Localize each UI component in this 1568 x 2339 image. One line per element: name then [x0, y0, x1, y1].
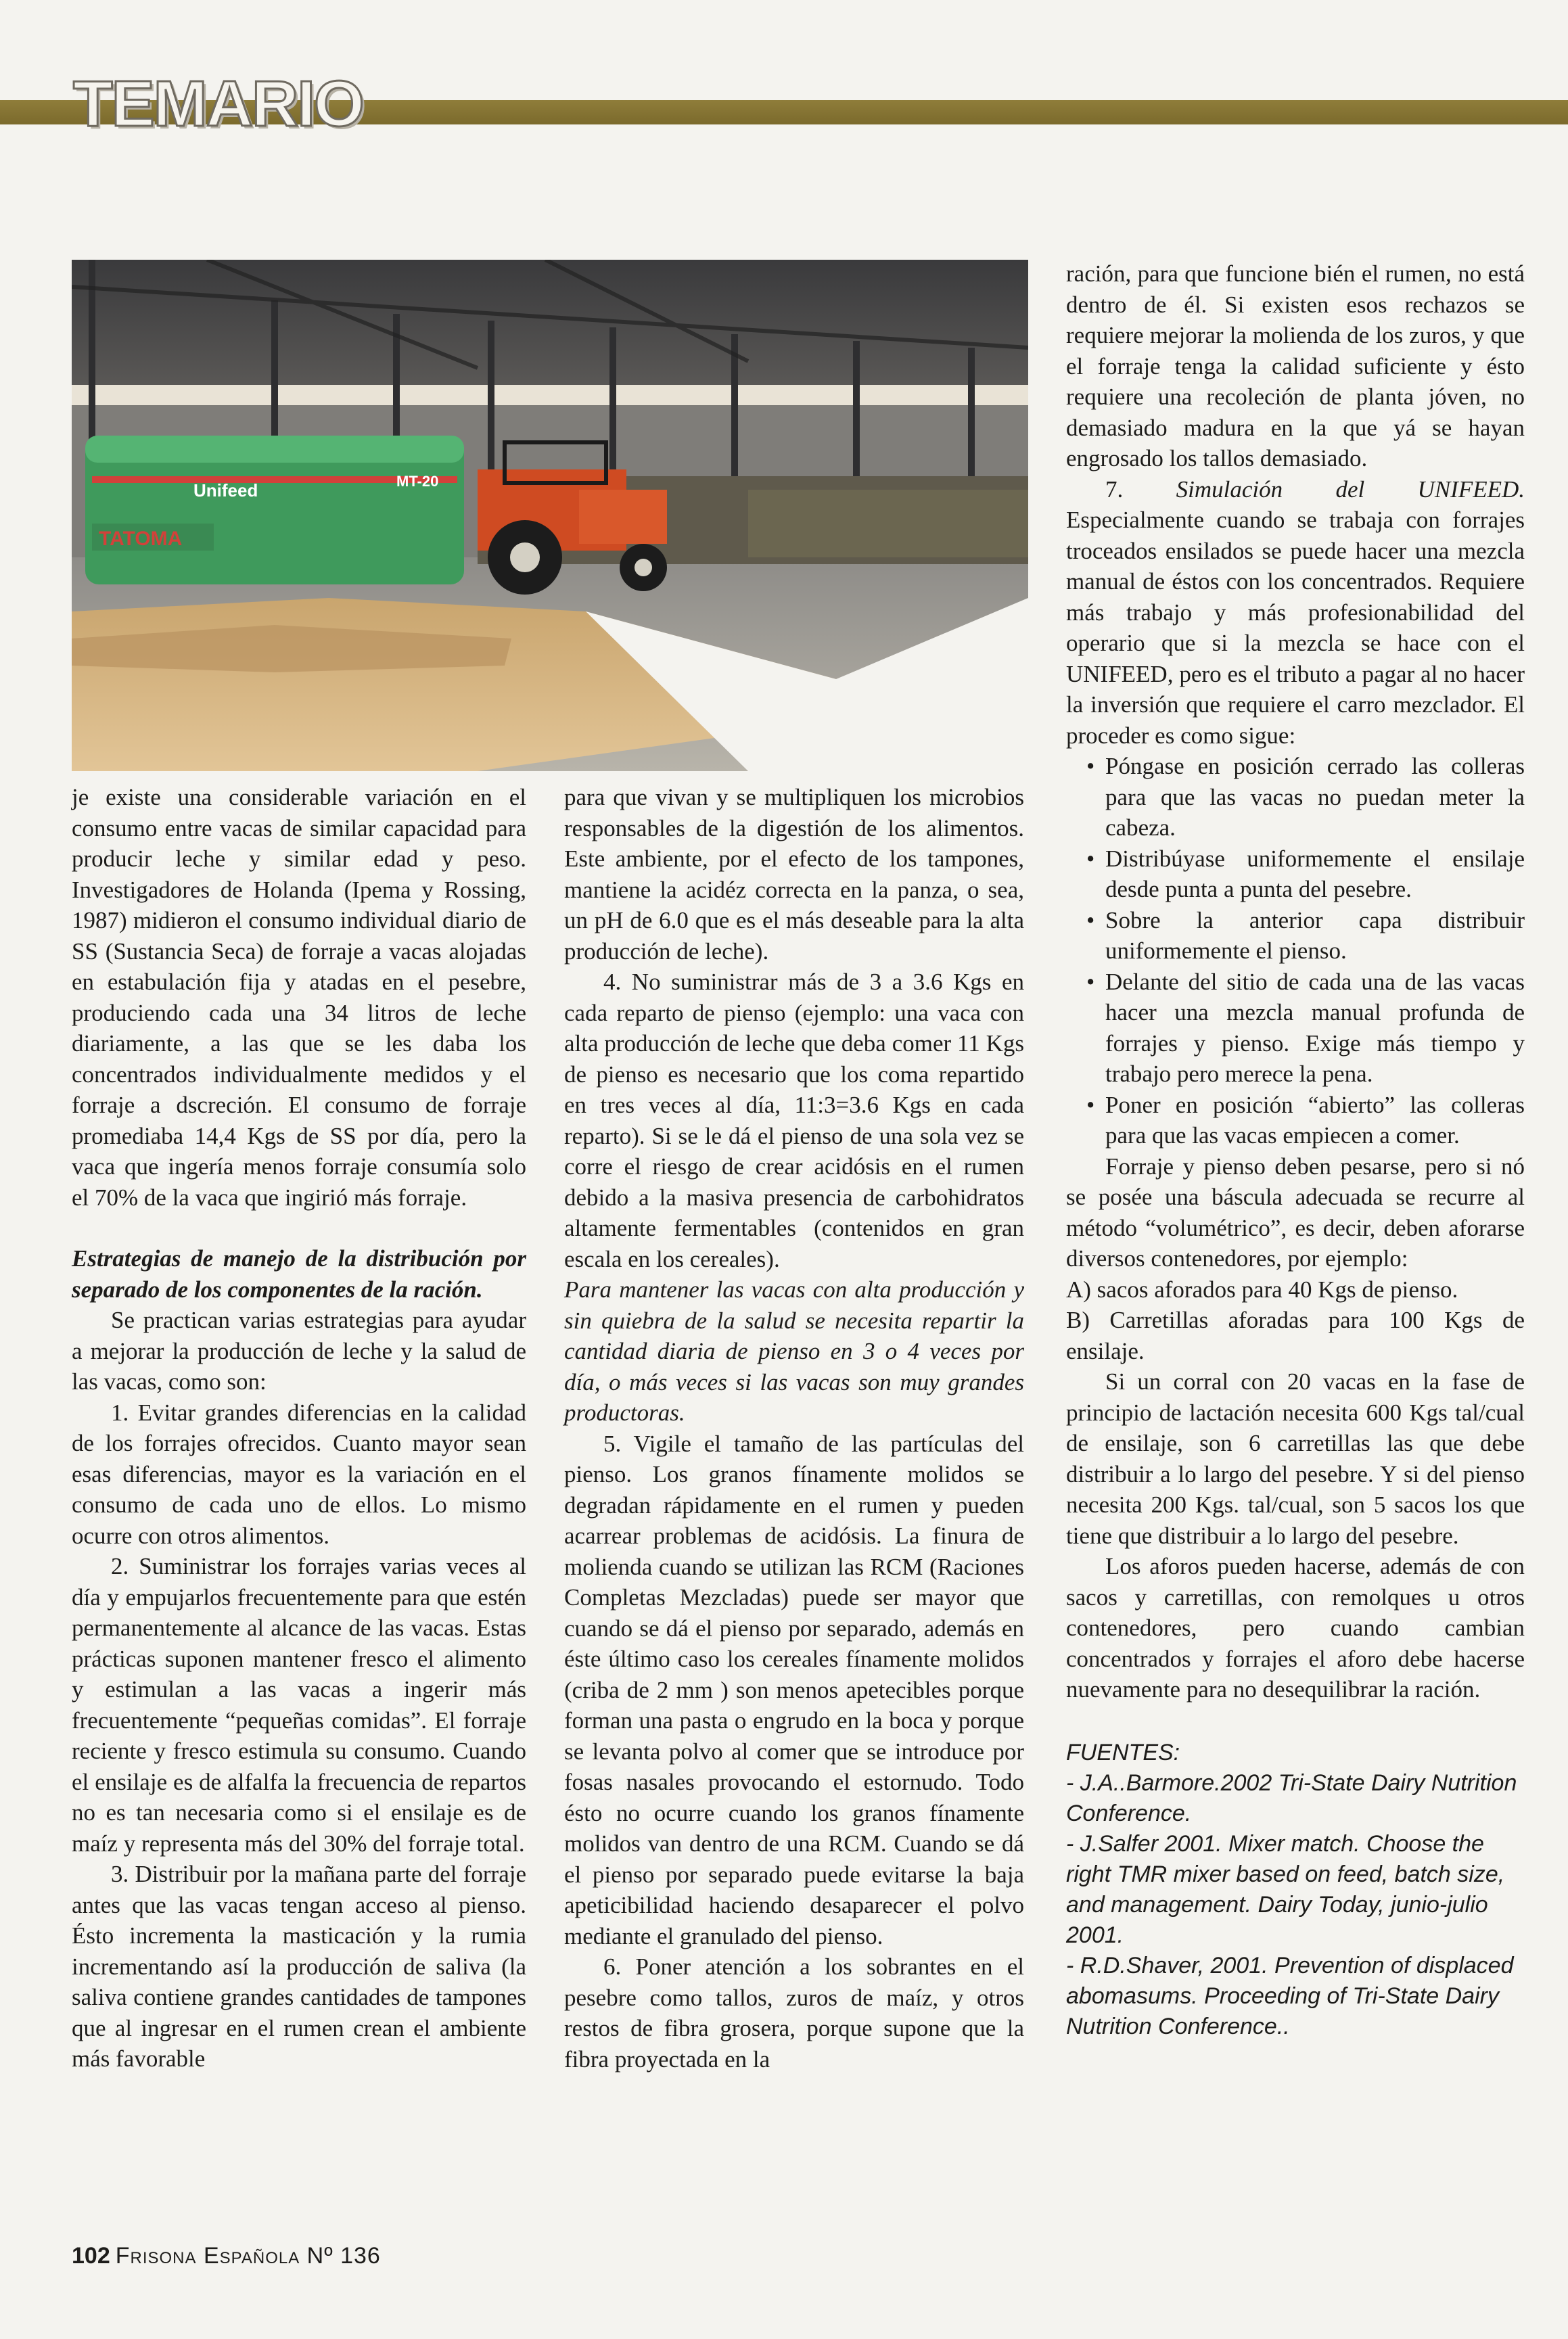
list-line: B) Carretillas aforadas para 100 Kgs de ensilaje. [1066, 1307, 1525, 1364]
unifeed-label: Unifeed [193, 480, 258, 501]
paragraph: 3. Distribuir por la mañana parte del forraje antes que las vacas tengan acceso al pienso. Ésto incrementa la masticación y la rumia incrementando así la producción de saliva (la saliva contiene grandes cantidades de tampones que al ingresar en el rumen crean el ambiente más favorable [72, 1861, 526, 2072]
paragraph: 4. No suministrar más de 3 a 3.6 Kgs en cada reparto de pienso (ejemplo: una vaca con alta producción de leche que deba comer 11 Kgs de pienso es necesario que los coma repartido en tres veces al día, 11:3=3.6 Kgs en cada reparto). Si se le dá el pienso de una sola vez se corre el riesgo de crear acidósis en el rumen debido a la masiva presencia de carbohidratos altamente fermentables (contenidos en gran escala en los cereales). [564, 969, 1024, 1272]
paragraph: Si un corral con 20 vacas en la fase de principio de lactación necesita 600 Kgs tal/cual de ensilaje, son 6 carretillas las que debe distribuir a lo largo del pesebre. Y si del pienso necesita 200 Kgs. tal/cual, son 5 sacos los que tiene que distribuir a lo largo del pesebre. [1066, 1368, 1525, 1549]
paragraph: ración, para que funcione bién el rumen, no está dentro de él. Si existen esos rechazos se requiere mejorar la molienda de los zuros, y que el forraje tenga la calidad suficiente y ésto requiere una recoleción de planta jóven, no demasiado madura en la que yá se hayan engrosado los tallos demasiado. [1066, 260, 1525, 471]
source-item: - J.Salfer 2001. Mixer match. Choose the right TMR mixer based on feed, batch size, and management. Dairy Today, junio-julio 2001. [1066, 1830, 1505, 1948]
bullet-item: • Delante del sitio de cada una de las vacas hacer una mezcla manual profunda de forrajes y pienso. Exige más tiempo y trabajo pero merece la pena. [1066, 967, 1525, 1090]
column-3 [1066, 258, 1525, 2042]
list-line: A) sacos aforados para 40 Kgs de pienso. [1066, 1276, 1458, 1303]
page-footer [72, 2243, 381, 2269]
item-number: 7. [1105, 476, 1124, 503]
section-heading: Estrategias de manejo de la distribución por separado de los componentes de la ración. [72, 1245, 526, 1303]
column-2 [564, 782, 1024, 2075]
bullet-item: • Poner en posición “abierto” las colleras para que las vacas empiecen a comer. [1066, 1090, 1525, 1151]
paragraph: 1. Evitar grandes diferencias en la calidad de los forrajes ofrecidos. Cuanto mayor sean esas diferencias, mayor es la variación en el consumo de cada uno de ellos. Lo mismo ocurre con otros alimentos. [72, 1399, 526, 1549]
item-text: Especialmente cuando se trabaja con forrajes troceados ensilados se puede hacer una mezcla manual de éstos con los concentrados. Requiere más trabajo y más profesionabilidad del operario que si la mezcla se hace con el UNIFEED, pero es el tributo a pagar al no hacer la inversión que requiere el carro mezclador. El proceder es como sigue: [1066, 507, 1525, 749]
paragraph: Los aforos pueden hacerse, además de con sacos y carretillas, con remolques u otros contenedores, pero cuando cambian concentrados y forrajes el aforo debe hacerse nuevamente para no desequilibrar la ración. [1066, 1553, 1525, 1703]
tatoma-brand-label: TATOMA [99, 528, 183, 550]
source-item: - R.D.Shaver, 2001. Prevention of displaced abomasums. Proceeding of Tri-State Dairy Nutrition Conference.. [1066, 1952, 1514, 2039]
barn-photo [72, 260, 1028, 771]
paragraph: 5. Vigile el tamaño de las partículas del pienso. Los granos fínamente molidos se degradan rápidamente en el rumen y pueden acarrear problemas de acidósis. La finura de molienda cuando se utilizan las RCM (Raciones Completas Mezcladas) puede ser mayor que cuando se dá el pienso por separado, además en éste último caso los cereales fínamente molidos (criba de 2 mm ) son menos apetecibles porque forman una pasta o engrudo en la boca y porque se levanta polvo al comer que se introduce por fosas nasales provocando el estornudo. Todo ésto no ocurre cuando los granos fínamente molidos van dentro de una RCM. Cuando se dá el pienso por separado puede evitarse la baja apeticibilidad haciendo desaparecer el polvo mediante el granulado del pienso. [564, 1430, 1024, 1949]
source-item: - J.A..Barmore.2002 Tri-State Dairy Nutrition Conference. [1066, 1769, 1517, 1826]
bullet-item: • Póngase en posición cerrado las colleras para que las vacas no puedan meter la cabeza. [1066, 751, 1525, 843]
paragraph: para que vivan y se multipliquen los microbios responsables de la digestión de los alimentos. Este ambiente, por el efecto de los tampones, mantiene la acidéz correcta en la panza, o sea, un pH de 6.0 que es el más deseable para la alta producción de leche). [564, 784, 1024, 965]
publication-name: Frisona Española Nº 136 [115, 2243, 381, 2269]
barn-photo-illustration [72, 260, 1028, 771]
section-title: TEMARIO [73, 68, 363, 140]
page-number: 102 [72, 2243, 110, 2269]
column-1 [72, 782, 526, 2075]
sources-block [1066, 1738, 1525, 2042]
paragraph: 6. Poner atención a los sobrantes en el pesebre como tallos, zuros de maíz, y otros restos de fibra grosera, porque supone que la fibra proyectada en la [564, 1953, 1024, 2072]
italic-paragraph: Para mantener las vacas con alta producción y sin quiebra de la salud se necesita repartir la cantidad diaria de pienso en 3 o 4 veces por día, o más veces si las vacas son muy grandes productoras. [564, 1276, 1024, 1426]
paragraph [1066, 474, 1525, 751]
paragraph: Forraje y pienso deben pesarse, pero si nó se posée una báscula adecuada se recurre al método “volumétrico”, es decir, deben aforarse diversos contenedores, por ejemplo: [1066, 1153, 1525, 1272]
paragraph: Se practican varias estrategias para ayudar a mejorar la producción de leche y la salud de las vacas, como son: [72, 1307, 526, 1395]
item-title: Simulación del UNIFEED. [1176, 476, 1525, 503]
sources-title: FUENTES: [1066, 1739, 1180, 1765]
model-label: MT-20 [396, 473, 439, 490]
paragraph: je existe una considerable variación en el consumo entre vacas de similar capacidad para producir leche y similar edad y peso. Investigadores de Holanda (Ipema y Rossing, 1987) midieron el consumo individual diario de SS (Sustancia Seca) de forraje a vacas alojadas en estabulación fija y atadas en el pesebre, produciendo cada una 34 litros de leche diariamente, a las que se les daba los concentrados individualmente medidos y el forraje a dscreción. El consumo de forraje promediaba 14,4 Kgs de SS por día, pero la vaca que ingería menos forraje consumía solo el 70% de la vaca que ingirió más forraje. [72, 784, 526, 1211]
bullet-item: • Sobre la anterior capa distribuir uniformemente el pienso. [1066, 905, 1525, 967]
bullet-item: • Distribúyase uniformemente el ensilaje desde punta a punta del pesebre. [1066, 843, 1525, 905]
paragraph: 2. Suministrar los forrajes varias veces al día y empujarlos frecuentemente para que estén permanentemente al alcance de las vacas. Estas prácticas suponen mantener fresco el alimento y estimulan a las vacas a ingerir más frecuentemente “pequeñas comidas”. El forraje reciente y fresco estimula su consumo. Cuando el ensilaje es de alfalfa la frecuencia de repartos no es tan necesaria como si el ensilaje es de maíz y representa más del 30% del forraje total. [72, 1553, 526, 1857]
